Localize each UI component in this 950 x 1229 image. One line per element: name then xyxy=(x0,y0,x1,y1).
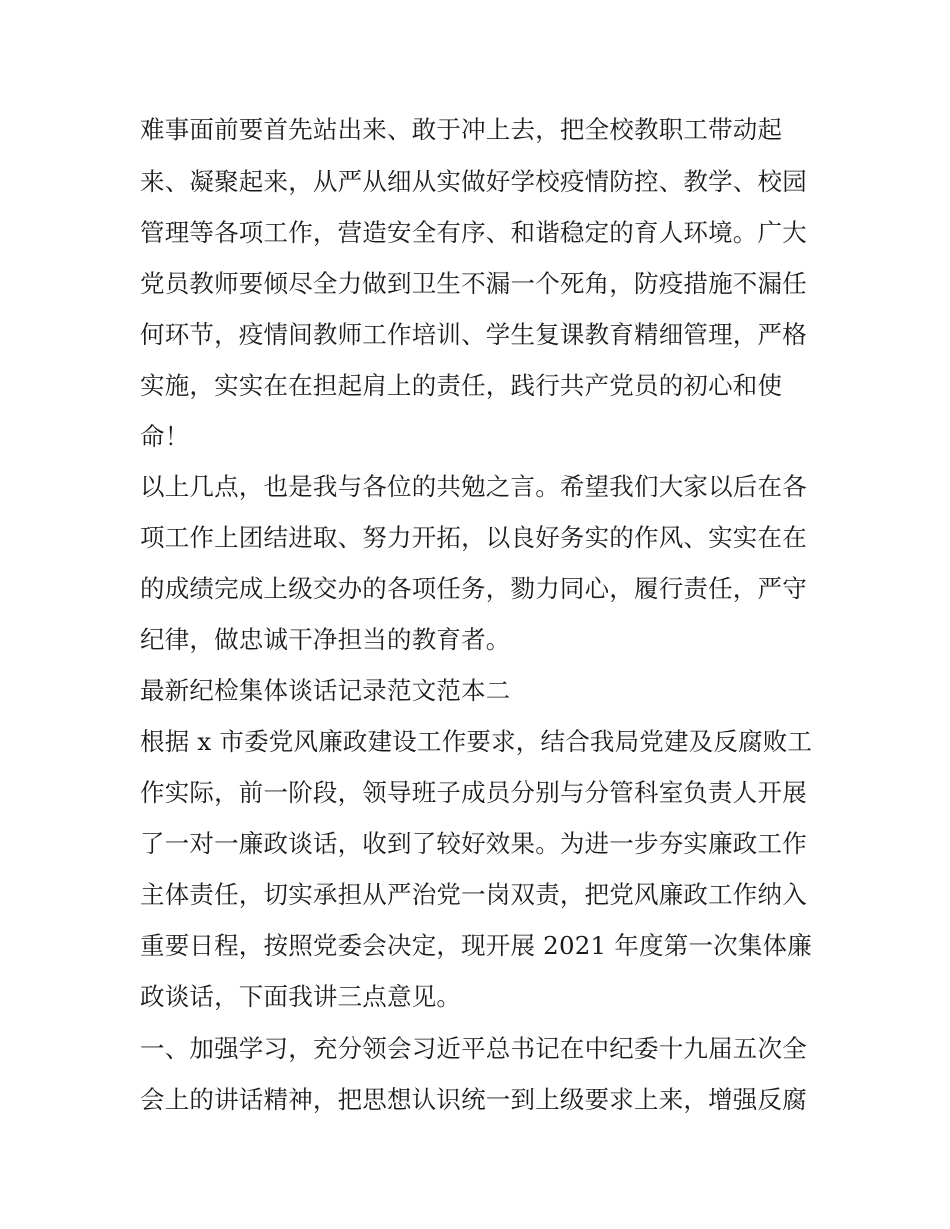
text-line: 纪律，做忠诚干净担当的教育者。 xyxy=(140,625,511,654)
text-line: 项工作上团结进取、努力开拓，以良好务实的作风、实实在在 xyxy=(140,523,807,552)
text-line: 重要日程，按照党委会决定，现开展 2021 年度第一次集体廉 xyxy=(140,931,812,960)
text-line: 难事面前要首先站出来、敢于冲上去，把全校教职工带动起 xyxy=(140,115,783,144)
text-line: 作实际，前一阶段，领导班子成员分别与分管科室负责人开展 xyxy=(140,778,807,807)
text-line: 党员教师要倾尽全力做到卫生不漏一个死角，防疫措施不漏任 xyxy=(140,269,807,298)
text-line: 主体责任，切实承担从严治党一岗双责，把党风廉政工作纳入 xyxy=(140,880,807,909)
text-line: 一、加强学习，充分领会习近平总书记在中纪委十九届五次全 xyxy=(140,1034,807,1063)
section-title: 最新纪检集体谈话记录范文范本二 xyxy=(140,676,511,705)
text-line: 政谈话，下面我讲三点意见。 xyxy=(140,982,462,1011)
text-line: 根据 x 市委党风廉政建设工作要求，结合我局党建及反腐败工 xyxy=(140,727,813,756)
text-line: 的成绩完成上级交办的各项任务，勠力同心，履行责任，严守 xyxy=(140,574,807,603)
text-line: 会上的讲话精神，把思想认识统一到上级要求上来，增强反腐 xyxy=(140,1085,807,1114)
text-line: 以上几点，也是我与各位的共勉之言。希望我们大家以后在各 xyxy=(140,472,807,501)
text-line: 何环节，疫情间教师工作培训、学生复课教育精细管理，严格 xyxy=(140,320,807,349)
text-line: 来、凝聚起来，从严从细从实做好学校疫情防控、教学、校园 xyxy=(140,167,807,196)
text-line: 管理等各项工作，营造安全有序、和谐稳定的育人环境。广大 xyxy=(140,218,807,247)
text-line: 实施，实实在在担起肩上的责任，践行共产党员的初心和使 xyxy=(140,371,783,400)
text-line: 命！ xyxy=(140,422,190,451)
text-line: 了一对一廉政谈话，收到了较好效果。为进一步夯实廉政工作 xyxy=(140,829,807,858)
